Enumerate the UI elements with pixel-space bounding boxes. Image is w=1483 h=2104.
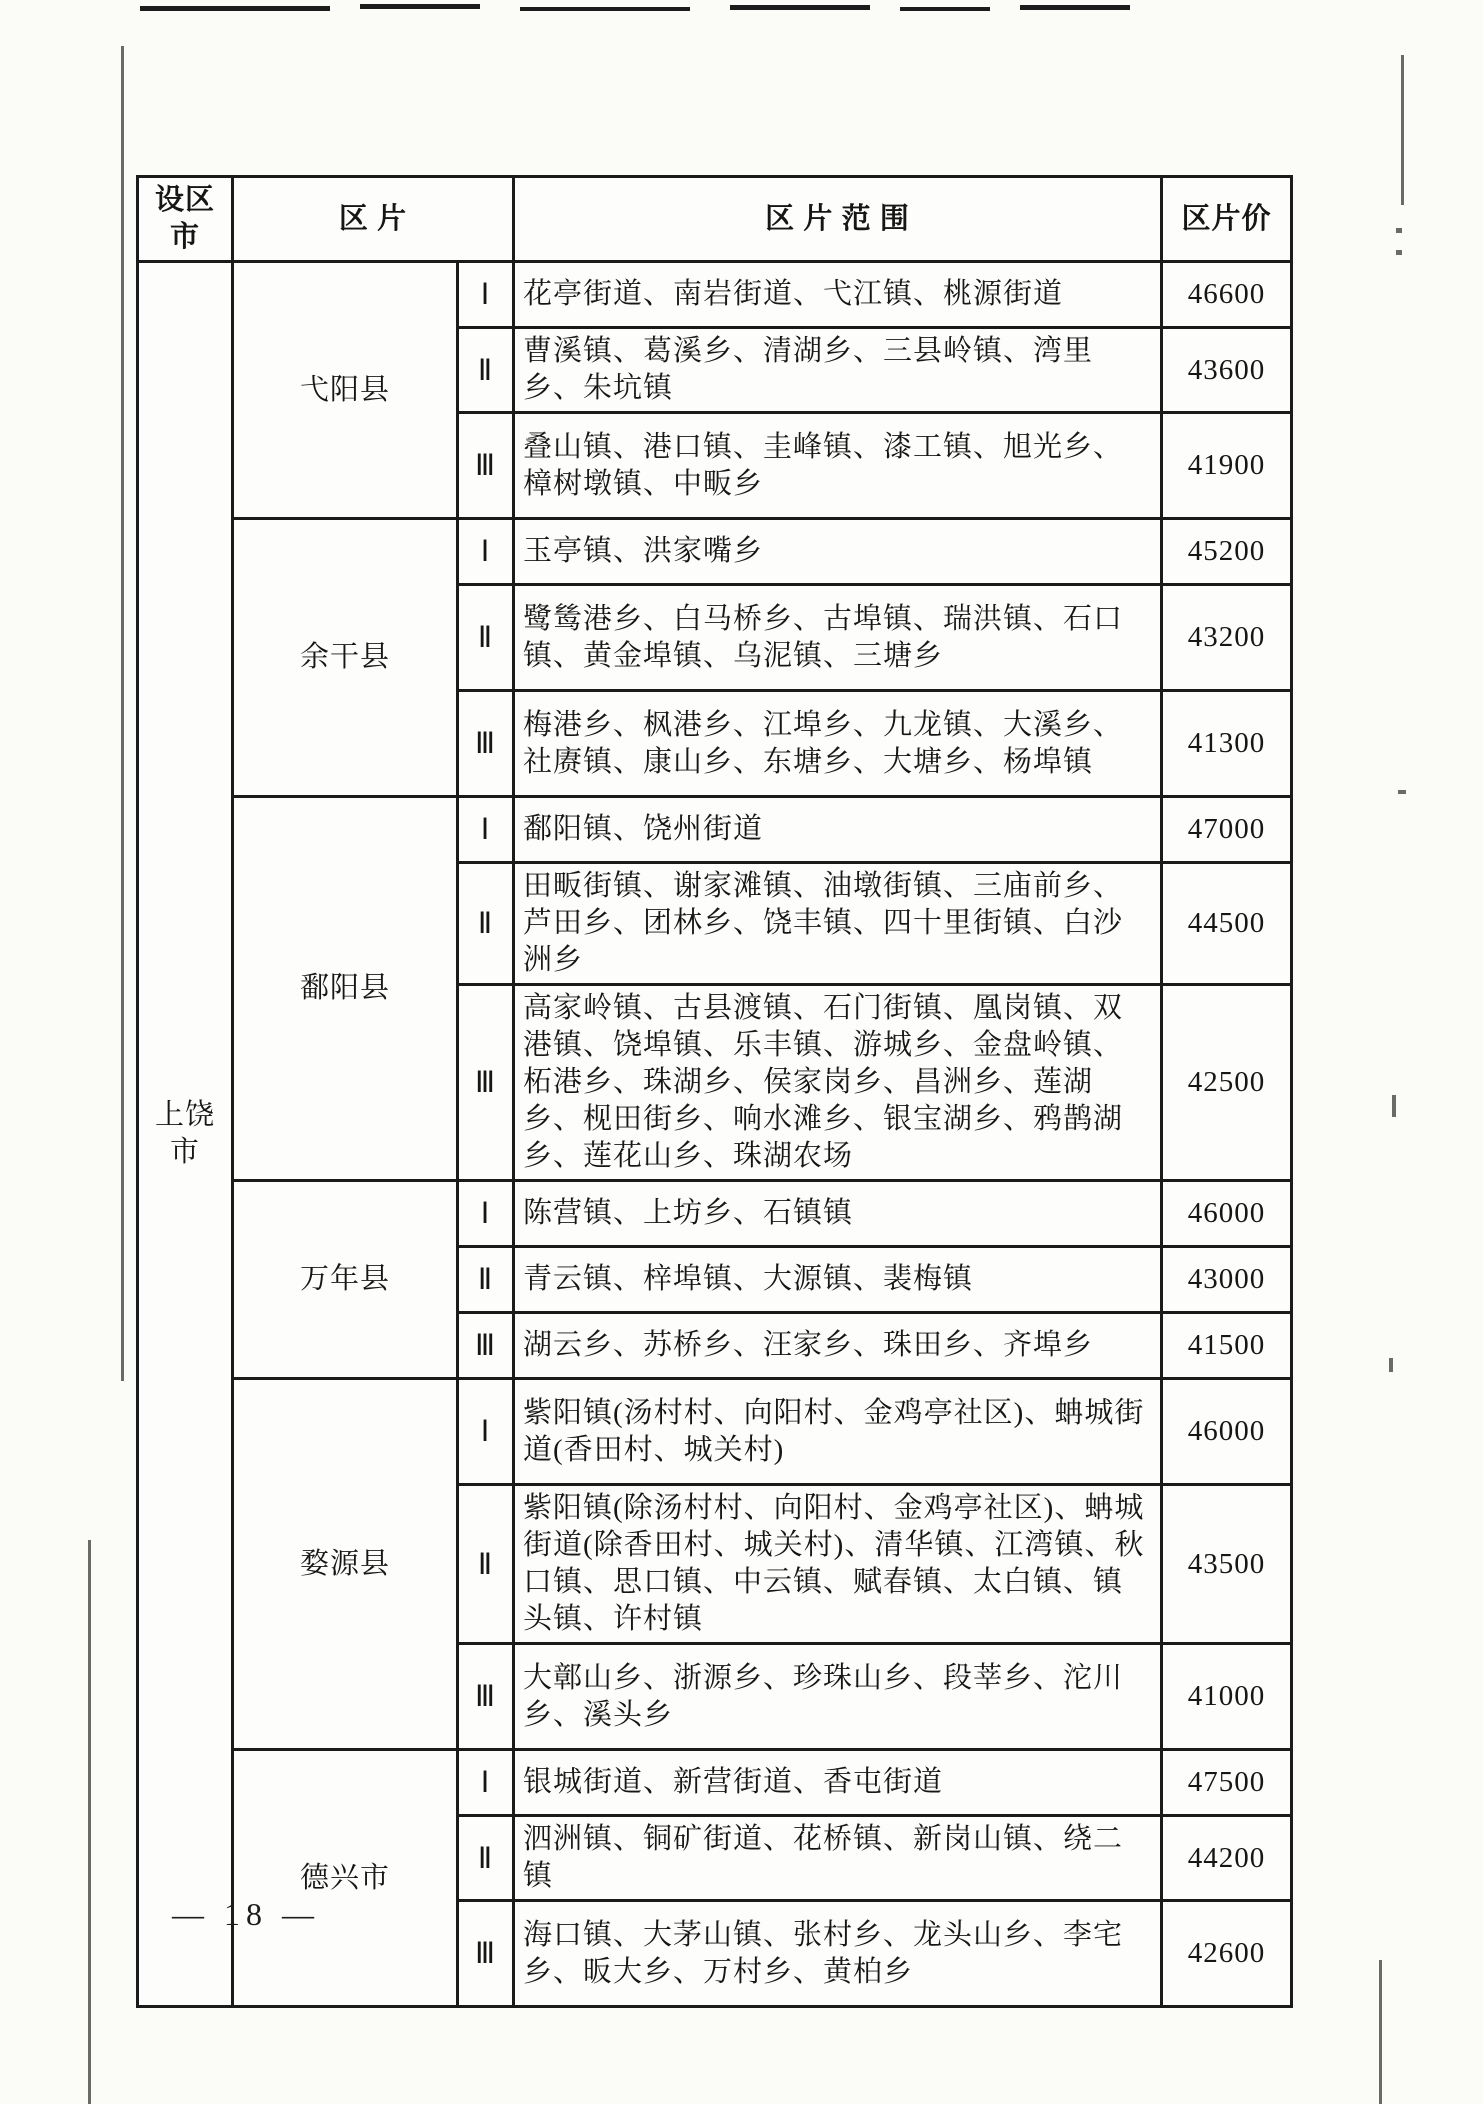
zone-scope-cell: 鹭鸶港乡、白马桥乡、古埠镇、瑞洪镇、石口镇、黄金埠镇、乌泥镇、三塘乡 <box>514 585 1162 691</box>
land-price-table <box>136 175 1293 2008</box>
scan-artifact <box>730 5 870 10</box>
zone-level-cell: Ⅰ <box>458 519 514 585</box>
zone-level-cell: Ⅱ <box>458 328 514 413</box>
zone-level-cell: Ⅰ <box>458 1181 514 1247</box>
scan-artifact <box>1020 5 1130 10</box>
zone-scope-cell: 鄱阳镇、饶州街道 <box>514 797 1162 863</box>
county-cell: 万年县 <box>233 1181 458 1379</box>
zone-level-cell: Ⅲ <box>458 1901 514 2007</box>
zone-level-cell: Ⅲ <box>458 1313 514 1379</box>
zone-price-cell: 43500 <box>1162 1485 1292 1644</box>
zone-price-cell: 42500 <box>1162 985 1292 1181</box>
zone-level-cell: Ⅲ <box>458 1644 514 1750</box>
scan-artifact <box>360 4 480 9</box>
zone-scope-cell: 紫阳镇(汤村村、向阳村、金鸡亭社区)、蚺城街道(香田村、城关村) <box>514 1379 1162 1485</box>
scan-artifact <box>520 7 690 11</box>
zone-level-cell: Ⅰ <box>458 262 514 328</box>
zone-scope-cell: 玉亭镇、洪家嘴乡 <box>514 519 1162 585</box>
page-number: — 18 — <box>172 1896 320 1932</box>
table-row <box>138 1181 1292 1247</box>
table-row <box>138 1379 1292 1485</box>
county-cell: 德兴市 <box>233 1750 458 2007</box>
zone-price-cell: 41500 <box>1162 1313 1292 1379</box>
header-scope: 区 片 范 围 <box>514 177 1162 262</box>
zone-scope-cell: 紫阳镇(除汤村村、向阳村、金鸡亭社区)、蚺城街道(除香田村、城关村)、清华镇、江湾镇、秋口镇、思口镇、中云镇、赋春镇、太白镇、镇头镇、许村镇 <box>514 1485 1162 1644</box>
zone-scope-cell: 高家岭镇、古县渡镇、石门街镇、凰岗镇、双港镇、饶埠镇、乐丰镇、游城乡、金盘岭镇、柘港乡、珠湖乡、侯家岗乡、昌洲乡、莲湖乡、枧田街乡、响水滩乡、银宝湖乡、鸦鹊湖乡、莲花山乡、珠湖农场 <box>514 985 1162 1181</box>
zone-level-cell: Ⅱ <box>458 1816 514 1901</box>
county-cell: 弋阳县 <box>233 262 458 519</box>
zone-level-cell: Ⅱ <box>458 863 514 985</box>
zone-scope-cell: 海口镇、大茅山镇、张村乡、龙头山乡、李宅乡、昄大乡、万村乡、黄柏乡 <box>514 1901 1162 2007</box>
zone-price-cell: 47000 <box>1162 797 1292 863</box>
scan-artifact <box>121 46 124 1381</box>
zone-level-cell: Ⅱ <box>458 1485 514 1644</box>
zone-scope-cell: 湖云乡、苏桥乡、汪家乡、珠田乡、齐埠乡 <box>514 1313 1162 1379</box>
scan-artifact <box>900 7 990 11</box>
zone-scope-cell: 银城街道、新营街道、香屯街道 <box>514 1750 1162 1816</box>
scan-artifact <box>1396 250 1402 255</box>
zone-price-cell: 45200 <box>1162 519 1292 585</box>
zone-price-cell: 41900 <box>1162 413 1292 519</box>
zone-scope-cell: 梅港乡、枫港乡、江埠乡、九龙镇、大溪乡、社赓镇、康山乡、东塘乡、大塘乡、杨埠镇 <box>514 691 1162 797</box>
zone-scope-cell: 叠山镇、港口镇、圭峰镇、漆工镇、旭光乡、樟树墩镇、中畈乡 <box>514 413 1162 519</box>
zone-level-cell: Ⅰ <box>458 1379 514 1485</box>
zone-price-cell: 43200 <box>1162 585 1292 691</box>
zone-level-cell: Ⅱ <box>458 585 514 691</box>
header-zone: 区 片 <box>233 177 514 262</box>
zone-price-cell: 47500 <box>1162 1750 1292 1816</box>
table-row <box>138 1750 1292 1816</box>
zone-scope-cell: 泗洲镇、铜矿街道、花桥镇、新岗山镇、绕二镇 <box>514 1816 1162 1901</box>
table-row <box>138 797 1292 863</box>
scan-artifact <box>1398 790 1406 794</box>
zone-scope-cell: 青云镇、梓埠镇、大源镇、裴梅镇 <box>514 1247 1162 1313</box>
zone-level-cell: Ⅰ <box>458 1750 514 1816</box>
zone-price-cell: 44500 <box>1162 863 1292 985</box>
zone-level-cell: Ⅱ <box>458 1247 514 1313</box>
zone-level-cell: Ⅰ <box>458 797 514 863</box>
zone-scope-cell: 曹溪镇、葛溪乡、清湖乡、三县岭镇、湾里乡、朱坑镇 <box>514 328 1162 413</box>
zone-scope-cell: 大鄣山乡、浙源乡、珍珠山乡、段莘乡、沱川乡、溪头乡 <box>514 1644 1162 1750</box>
zone-price-cell: 41300 <box>1162 691 1292 797</box>
zone-price-cell: 46600 <box>1162 262 1292 328</box>
zone-price-cell: 44200 <box>1162 1816 1292 1901</box>
scan-artifact <box>1389 1358 1393 1372</box>
county-cell: 婺源县 <box>233 1379 458 1750</box>
scan-artifact <box>1401 55 1404 205</box>
zone-scope-cell: 陈营镇、上坊乡、石镇镇 <box>514 1181 1162 1247</box>
zone-level-cell: Ⅲ <box>458 691 514 797</box>
scan-artifact <box>140 6 330 11</box>
scan-artifact <box>88 1540 91 2104</box>
zone-scope-cell: 花亭街道、南岩街道、弋江镇、桃源街道 <box>514 262 1162 328</box>
header-price: 区片价 <box>1162 177 1292 262</box>
zone-price-cell: 43600 <box>1162 328 1292 413</box>
scan-artifact <box>1396 228 1402 233</box>
zone-price-cell: 42600 <box>1162 1901 1292 2007</box>
county-cell: 鄱阳县 <box>233 797 458 1181</box>
city-cell: 上饶市 <box>138 262 233 2007</box>
scan-artifact <box>1379 1960 1382 2104</box>
zone-level-cell: Ⅲ <box>458 985 514 1181</box>
zone-price-cell: 43000 <box>1162 1247 1292 1313</box>
table-header-row <box>138 177 1292 262</box>
header-city: 设区市 <box>138 177 233 262</box>
zone-scope-cell: 田畈街镇、谢家滩镇、油墩街镇、三庙前乡、芦田乡、团林乡、饶丰镇、四十里街镇、白沙洲乡 <box>514 863 1162 985</box>
table-row <box>138 519 1292 585</box>
zone-price-cell: 46000 <box>1162 1379 1292 1485</box>
zone-price-cell: 41000 <box>1162 1644 1292 1750</box>
scan-artifact <box>1392 1095 1396 1117</box>
county-cell: 余干县 <box>233 519 458 797</box>
zone-price-cell: 46000 <box>1162 1181 1292 1247</box>
zone-level-cell: Ⅲ <box>458 413 514 519</box>
table-row <box>138 262 1292 328</box>
